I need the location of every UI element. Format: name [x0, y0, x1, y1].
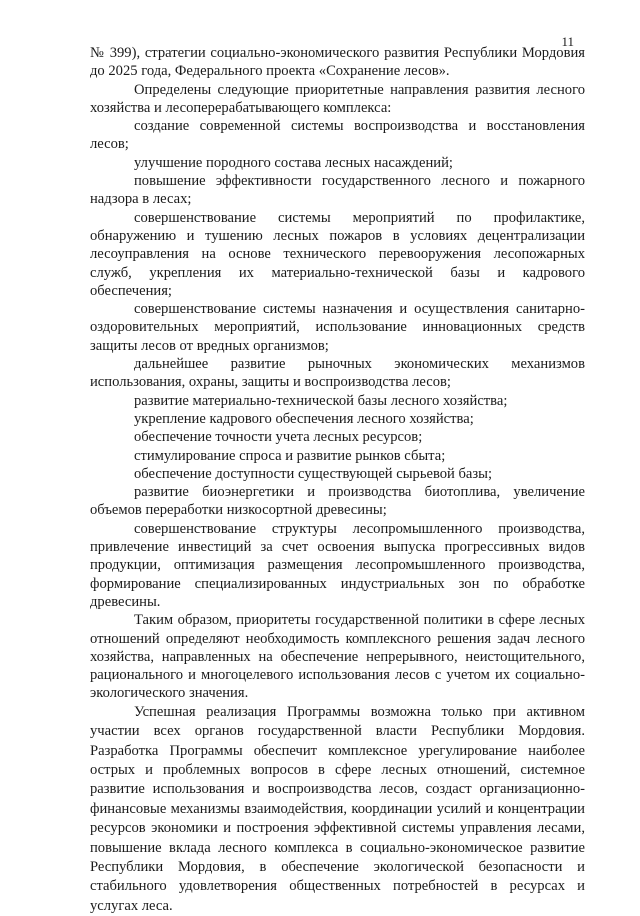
list-item-demand-stimulation: стимулирование спроса и развитие рынков сбыта;: [134, 447, 446, 464]
list-item-market-mechanisms: дальнейшее развитие рыночных экономических механизмов использования, охраны, защиты и воспроизводства лесов;: [90, 356, 585, 391]
list-item-reproduction-system: создание современной системы воспроизводства и восстановления лесов;: [90, 118, 585, 153]
list-item-fire-prevention: совершенствование системы мероприятий по профилактике, обнаружению и тушению лесных пожаров в условиях децентрализации лесоуправления на основе технического перевооружения лесопожарных служб, укрепления их материально-технической базы и кадрового обеспечения;: [90, 209, 585, 299]
list-item-forest-supervision: повышение эффективности государственного лесного и пожарного надзора в лесах;: [90, 173, 585, 208]
list-item-resource-accounting: обеспечение точности учета лесных ресурсов;: [134, 429, 423, 446]
list-item-bioenergy: развитие биоэнергетики и производства биотоплива, увеличение объемов переработки низкосортной древесины;: [90, 484, 585, 519]
paragraph-priorities-intro: Определены следующие приоритетные направления развития лесного хозяйства и лесоперерабатывающего комплекса:: [90, 81, 585, 116]
body-text: [90, 44, 585, 916]
paragraph-program-implementation: Успешная реализация Программы возможна только при активном участии всех органов государственной власти Республики Мордовия. Разработка Программы обеспечит комплексное урегулирование наиболее острых и проблемных вопросов в сфере лесных отношений, системное развитие использования и воспроизводства лесов, создаст организационно-финансовые механизмы взаимодействия, координации усилий и концентрации ресурсов экономики и построения эффективной системы управления лесами, повышение вклада лесного комплекса в социально-экономическое развитие Республики Мордовия, в обеспечение экологической безопасности и стабильного удовлетворения общественных потребностей в ресурсах и услугах леса.: [90, 703, 585, 914]
list-item-industry-structure: совершенствование структуры лесопромышленного производства, привлечение инвестиций за счет освоения выпуска прогрессивных видов продукции, оптимизация размещения лесопромышленного производства, формирование специализированных индустриальных зон по обработке древесины.: [90, 520, 585, 610]
list-item-staffing: укрепление кадрового обеспечения лесного хозяйства;: [134, 410, 474, 427]
list-item-raw-material-access: обеспечение доступности существующей сырьевой базы;: [134, 465, 493, 482]
paragraph-state-policy: Таким образом, приоритеты государственной политики в сфере лесных отношений определяют необходимость комплексного решения задач лесного хозяйства, направленных на обеспечение непрерывного, неистощительного, рационального и многоцелевого использования лесов с учетом их социально-экологического значения.: [90, 612, 585, 702]
list-item-material-base: развитие материально-технической базы лесного хозяйства;: [134, 392, 508, 409]
paragraph-intro-continuation: № 399), стратегии социально-экономического развития Республики Мордовия до 2025 года, Федерального проекта «Сохранение лесов».: [90, 45, 585, 80]
list-item-sanitary-measures: совершенствование системы назначения и осуществления санитарно-оздоровительных мероприятий, использование инновационных средств защиты лесов от вредных организмов;: [90, 301, 585, 354]
list-item-species-composition: улучшение породного состава лесных насаждений;: [134, 154, 453, 171]
page-number: 11: [561, 34, 574, 49]
